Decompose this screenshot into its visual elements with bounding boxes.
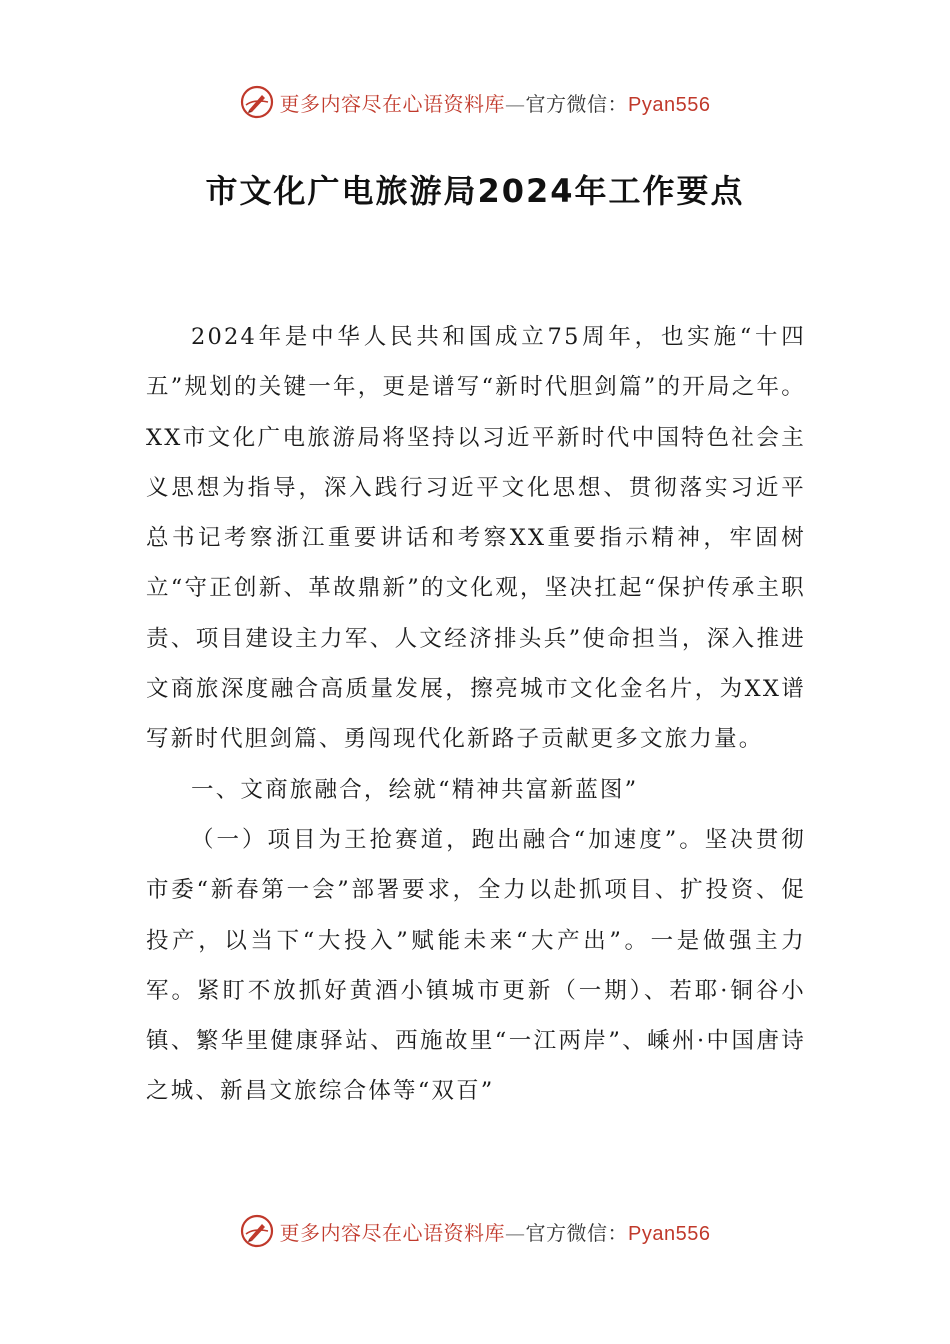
document-title: 市文化广电旅游局2024年工作要点 <box>205 172 745 210</box>
banner-label: 官方微信： <box>525 1220 629 1245</box>
header-banner <box>0 82 950 122</box>
paragraph-item-1: （一）项目为王抢赛道，跑出融合“加速度”。坚决贯彻市委“新春第一会”部署要求，全力以赴抓项目、扩投资、促投产，以当下“大投入”赋能未来“大产出”。一是做强主力军。紧盯不放抓好黄酒小镇城市更新（一期）、若耶·铜谷小镇、繁华里健康驿站、西施故里“一江两岸”、嵊州·中国唐诗之城、新昌文旅综合体等“双百” <box>146 826 806 1105</box>
banner-wechat-id: Pyan556 <box>628 93 711 116</box>
banner-dash: — <box>505 91 526 116</box>
paragraph-intro: 2024年是中华人民共和国成立75周年，也实施“十四五”规划的关键一年，更是谱写“新时代胆剑篇”的开局之年。XX市文化广电旅游局将坚持以习近平新时代中国特色社会主义思想为指导，深入践行习近平文化思想、贯彻落实习近平总书记考察浙江重要讲话和考察XX重要指示精神，牢固树立“守正创新、革故鼎新”的文化观，坚决扛起“保护传承主职责、项目建设主力军、人文经济排头兵”使命担当，深入推进文商旅深度融合高质量发展，擦亮城市文化金名片，为XX谱写新时代胆剑篇、勇闯现代化新路子贡献更多文旅力量。 <box>146 324 806 753</box>
banner-wechat-id: Pyan556 <box>628 1222 711 1245</box>
banner-dash: — <box>505 1220 526 1245</box>
banner-text: 更多内容尽在心语资料库 <box>279 91 506 116</box>
pen-logo-icon <box>240 1214 274 1248</box>
banner-text: 更多内容尽在心语资料库 <box>279 1220 506 1245</box>
pen-logo-icon <box>240 85 274 119</box>
banner-label: 官方微信： <box>525 91 629 116</box>
footer-banner <box>0 1211 950 1251</box>
section-heading: 一、文商旅融合，绘就“精神共富新蓝图” <box>191 776 639 803</box>
document-body <box>146 312 806 1117</box>
